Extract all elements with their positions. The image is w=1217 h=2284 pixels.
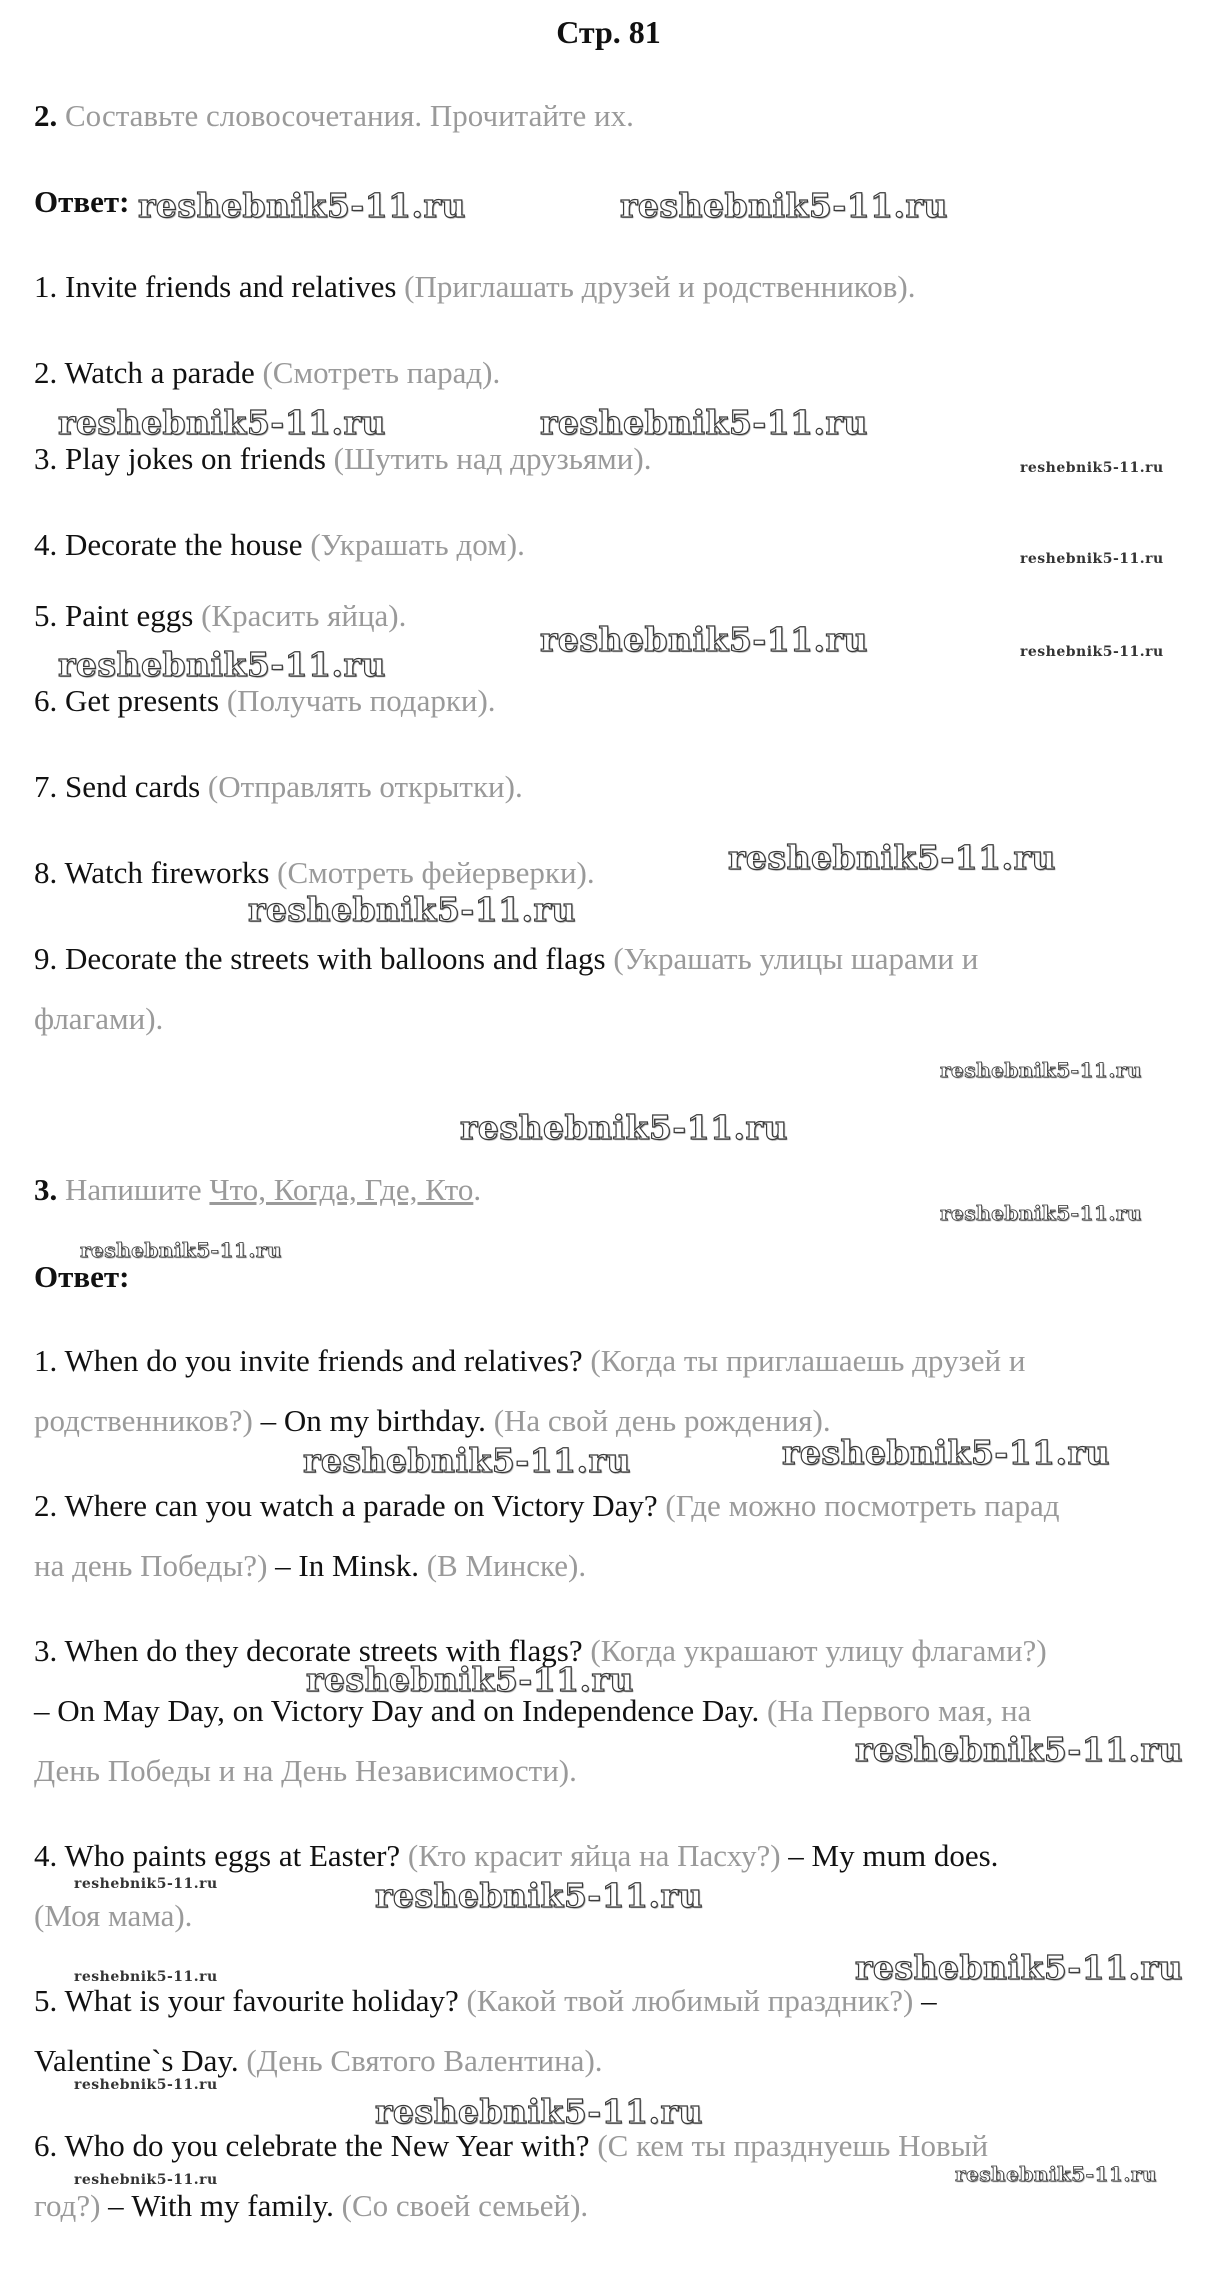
watermark: reshebnik5-11.ru <box>940 1201 1142 1225</box>
list-item: 4. Decorate the house (Украшать дом). <box>34 527 525 562</box>
exercise-number: 2. <box>34 98 58 133</box>
watermark: reshebnik5-11.ru <box>940 1058 1142 1082</box>
answer-line: 4. Who paints eggs at Easter? (Кто красит яйца на Пасху?) – My mum does. <box>34 1838 999 1873</box>
answer-line: 6. Who do you celebrate the New Year with? (С кем ты празднуешь Новый <box>34 2128 989 2163</box>
list-item: 2. Watch a parade (Смотреть парад). <box>34 355 501 390</box>
answer-line: 5. What is your favourite holiday? (Какой твой любимый праздник?) – <box>34 1983 937 2018</box>
watermark: reshebnik5-11.ru <box>303 1441 631 1480</box>
exercise-task: Напишите <box>65 1172 202 1207</box>
watermark: reshebnik5-11.ru <box>955 2162 1157 2186</box>
answer-line: 3. When do they decorate streets with flags? (Когда украшают улицу флагами?) <box>34 1633 1047 1668</box>
answer-line: – On May Day, on Victory Day and on Independence Day. (На Первого мая, на <box>34 1693 1032 1728</box>
watermark: reshebnik5-11.ru <box>74 2077 218 2093</box>
exercise-number: 3. <box>34 1172 58 1207</box>
watermark: reshebnik5-11.ru <box>1020 460 1164 476</box>
page-title: Стр. 81 <box>556 14 661 50</box>
list-item-continuation: флагами). <box>34 1001 164 1036</box>
watermark: reshebnik5-11.ru <box>248 890 576 929</box>
answer-line: 1. When do you invite friends and relatives? (Когда ты приглашаешь друзей и <box>34 1343 1026 1378</box>
watermark: reshebnik5-11.ru <box>138 186 466 225</box>
list-item: 5. Paint eggs (Красить яйца). <box>34 598 407 633</box>
watermark: reshebnik5-11.ru <box>375 2092 703 2131</box>
watermark: reshebnik5-11.ru <box>540 620 868 659</box>
answer-line: Valentine`s Day. (День Святого Валентина). <box>34 2043 603 2078</box>
answer-line: (Моя мама). <box>34 1898 193 1933</box>
exercise-task: Составьте словосочетания. Прочитайте их. <box>65 98 634 133</box>
watermark: reshebnik5-11.ru <box>58 403 386 442</box>
list-item: 7. Send cards (Отправлять открытки). <box>34 769 523 804</box>
list-item: 3. Play jokes on friends (Шутить над друзьями). <box>34 441 652 476</box>
exercise-3-heading: 3. Напишите Что, Когда, Где, Кто. <box>34 1172 482 1207</box>
watermark: reshebnik5-11.ru <box>855 1730 1183 1769</box>
answer-line: на день Победы?) – In Minsk. (В Минске). <box>34 1548 587 1583</box>
answer-line: год?) – With my family. (Со своей семьей). <box>34 2188 589 2223</box>
answer-label: Ответ: <box>34 184 130 219</box>
list-item: 1. Invite friends and relatives (Приглашать друзей и родственников). <box>34 269 916 304</box>
list-item: 6. Get presents (Получать подарки). <box>34 683 496 718</box>
answer-line: День Победы и на День Независимости). <box>34 1753 577 1788</box>
watermark: reshebnik5-11.ru <box>375 1876 703 1915</box>
watermark: reshebnik5-11.ru <box>620 186 948 225</box>
watermark: reshebnik5-11.ru <box>855 1948 1183 1987</box>
watermark: reshebnik5-11.ru <box>58 645 386 684</box>
watermark: reshebnik5-11.ru <box>782 1433 1110 1472</box>
watermark: reshebnik5-11.ru <box>80 1238 282 1262</box>
watermark: reshebnik5-11.ru <box>74 2172 218 2188</box>
watermark: reshebnik5-11.ru <box>1020 551 1164 567</box>
exercise-task-keywords: Что, Когда, Где, Кто <box>209 1172 474 1207</box>
exercise-2-heading <box>34 96 634 136</box>
watermark: reshebnik5-11.ru <box>728 838 1056 877</box>
answer-line: родственников?) – On my birthday. (На свой день рождения). <box>34 1403 831 1438</box>
watermark: reshebnik5-11.ru <box>74 1969 218 1985</box>
watermark: reshebnik5-11.ru <box>306 1660 634 1699</box>
watermark: reshebnik5-11.ru <box>74 1876 218 1892</box>
watermark: reshebnik5-11.ru <box>540 403 868 442</box>
list-item: 8. Watch fireworks (Смотреть фейерверки). <box>34 855 595 890</box>
list-item: 9. Decorate the streets with balloons and flags (Украшать улицы шарами и <box>34 941 979 976</box>
watermark: reshebnik5-11.ru <box>460 1108 788 1147</box>
watermark: reshebnik5-11.ru <box>1020 644 1164 660</box>
answer-label: Ответ: <box>34 1259 130 1294</box>
answer-line: 2. Where can you watch a parade on Victory Day? (Где можно посмотреть парад <box>34 1488 1060 1523</box>
